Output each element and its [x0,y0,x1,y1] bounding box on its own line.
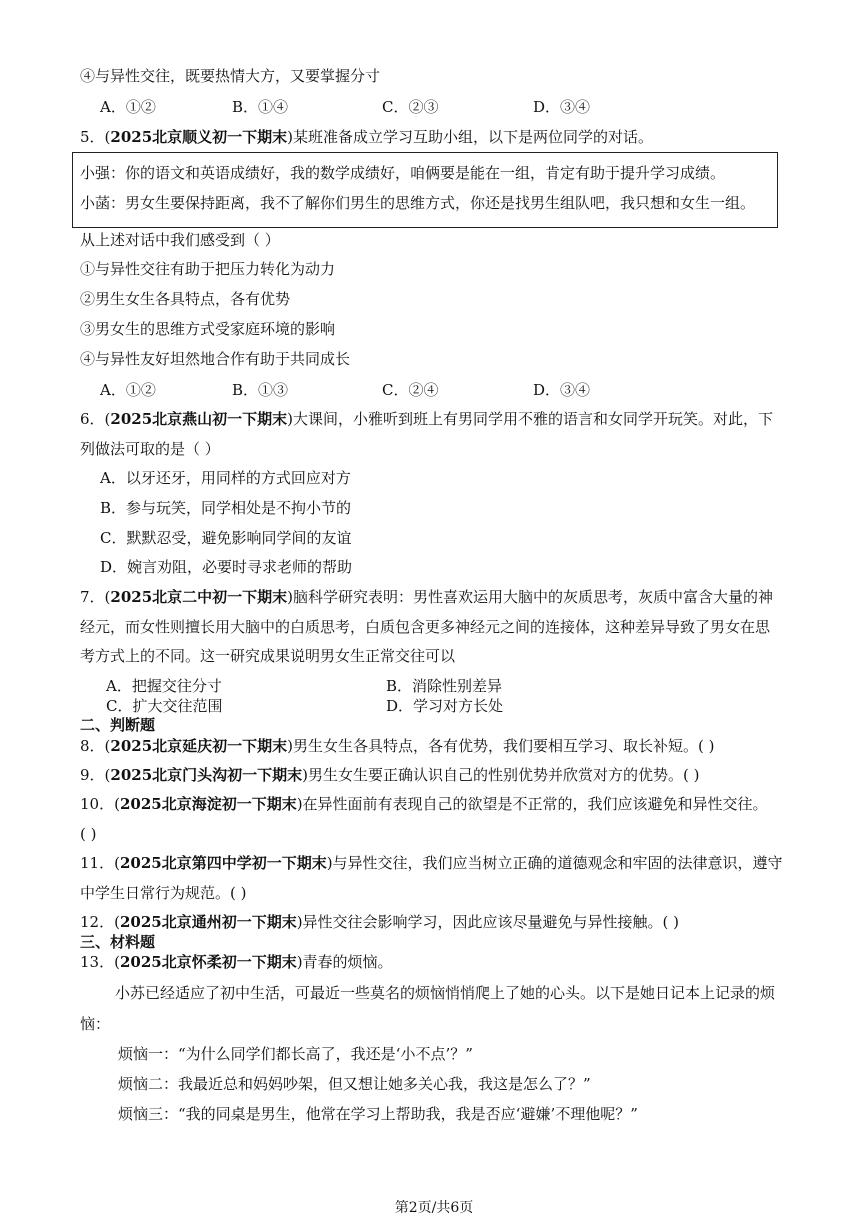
q9 [80,765,699,785]
q11-number: 11．( [80,854,120,872]
q9-stem: )男生女生要正确认识自己的性别优势并欣赏对方的优势。( ) [302,766,700,784]
q5-option-2: ②男生女生各具特点，各有优势 [80,290,291,308]
q12-stem: )异性交往会影响学习，因此应该尽量避免与异性接触。( ) [296,913,680,931]
q6-number: 6．( [80,410,111,428]
q10 [80,794,768,814]
q7-stem-2: 经元，而女性则擅长用大脑中的白质思考，白质包含更多神经元之间的连接体，这种差异导致了男女在思 [80,618,771,636]
q8-stem: )男生女生各具特点，各有优势，我们要相互学习、取长补短。( ) [287,737,715,755]
section-title-material: 三、材料题 [80,933,156,951]
q7-choice-c: C．扩大交往范围 [106,697,223,715]
q13-worry-1: 烦恼一：“为什么同学们都长高了，我还是‘小不点’？” [118,1045,473,1063]
q10-number: 10．( [80,795,120,813]
q6-choice-d: D．婉言劝阻，必要时寻求老师的帮助 [100,558,353,576]
q4-choice-b: B．①④ [232,98,289,116]
q13-source: 2025北京怀柔初一下期末 [119,953,297,971]
q5-header [80,127,653,147]
q9-number: 9．( [80,766,111,784]
q11-stem-1: )与异性交往，我们应当树立正确的道德观念和牢固的法律意识，遵守 [326,854,783,872]
q5-option-4: ④与异性友好坦然地合作有助于共同成长 [80,350,351,368]
q7-header [80,587,773,607]
q5-choice-a: A．①② [100,381,156,399]
page-footer: 第2页/共6页 [394,1200,474,1216]
q7-choice-a: A．把握交往分寸 [106,677,222,695]
q13-worry-3: 烦恼三：“我的同桌是男生，他常在学习上帮助我，我是否应‘避嫌’不理他呢？” [118,1105,638,1123]
q5-choice-d: D．③④ [533,381,591,399]
q10-stem-2: ( ) [80,825,97,843]
q12-source: 2025北京通州初一下期末 [119,913,297,931]
q11-source: 2025北京第四中学初一下期末 [119,854,327,872]
q9-source: 2025北京门头沟初一下期末 [110,766,303,784]
q6-choice-a: A．以牙还牙，用同样的方式回应对方 [100,469,351,487]
q5-option-1: ①与异性交往有助于把压力转化为动力 [80,260,336,278]
q7-number: 7．( [80,588,111,606]
q6-choice-b: B．参与玩笑，同学相处是不拘小节的 [100,499,352,517]
q7-stem-1: )脑科学研究表明：男性喜欢运用大脑中的灰质思考，灰质中富含大量的神 [287,588,774,606]
q4-choice-d: D．③④ [533,98,591,116]
q4-choice-c: C．②③ [382,98,439,116]
dialogue-line-1: 小强：你的语文和英语成绩好，我的数学成绩好，咱俩要是能在一组，肯定有助于提升学习成绩。 [80,164,726,182]
q7-stem-3: 考方式上的不同。这一研究成果说明男女生正常交往可以 [80,647,456,665]
q11-stem-2: 中学生日常行为规范。( ) [80,884,247,902]
q7-choice-d: D．学习对方长处 [386,697,504,715]
q5-source: 2025北京顺义初一下期末 [110,128,288,146]
q5-choice-c: C．②④ [382,381,439,399]
q13-material-para-1: 小苏已经适应了初中生活，可最近一些莫名的烦恼悄悄爬上了她的心头。以下是她日记本上记录的烦 [115,984,776,1002]
dialogue-line-2: 小菡：男女生要保持距离，我不了解你们男生的思维方式，你还是找男生组队吧，我只想和女生一组。 [80,194,756,212]
q12-number: 12．( [80,913,120,931]
q10-stem-1: )在异性面前有表现自己的欲望是不正常的，我们应该避免和异性交往。 [296,795,768,813]
q13-stem: )青春的烦恼。 [296,953,393,971]
q5-option-3: ③男女生的思维方式受家庭环境的影响 [80,320,336,338]
q13-worry-2: 烦恼二：我最近总和妈妈吵架，但又想让她多关心我，我这是怎么了？” [118,1075,591,1093]
q7-choice-b: B．消除性别差异 [386,677,503,695]
q5-choice-b: B．①③ [232,381,289,399]
section-title-judgement: 二、判断题 [80,716,156,734]
q13 [80,952,393,972]
q6-stem-2: 列做法可取的是（ ） [80,440,220,458]
q8-number: 8．( [80,737,111,755]
q8-source: 2025北京延庆初一下期末 [110,737,288,755]
q8 [80,736,714,756]
q12 [80,912,679,932]
q13-number: 13．( [80,953,120,971]
q6-source: 2025北京燕山初一下期末 [110,410,288,428]
q11 [80,853,783,873]
q5-number: 5．( [80,128,111,146]
q5-stem: )某班准备成立学习互助小组，以下是两位同学的对话。 [287,128,654,146]
q4-choice-a: A．①② [100,98,156,116]
q4-option-4: ④与异性交往，既要热情大方，又要掌握分寸 [80,67,381,85]
q6-stem-1: )大课间，小雅听到班上有男同学用不雅的语言和女同学开玩笑。对此，下 [287,410,774,428]
q5-question: 从上述对话中我们感受到（ ） [80,231,280,249]
q10-source: 2025北京海淀初一下期末 [119,795,297,813]
q13-material-para-2: 恼： [80,1015,111,1033]
q6-header [80,409,773,429]
q6-choice-c: C．默默忍受，避免影响同学间的友谊 [100,529,352,547]
q7-source: 2025北京二中初一下期末 [110,588,288,606]
